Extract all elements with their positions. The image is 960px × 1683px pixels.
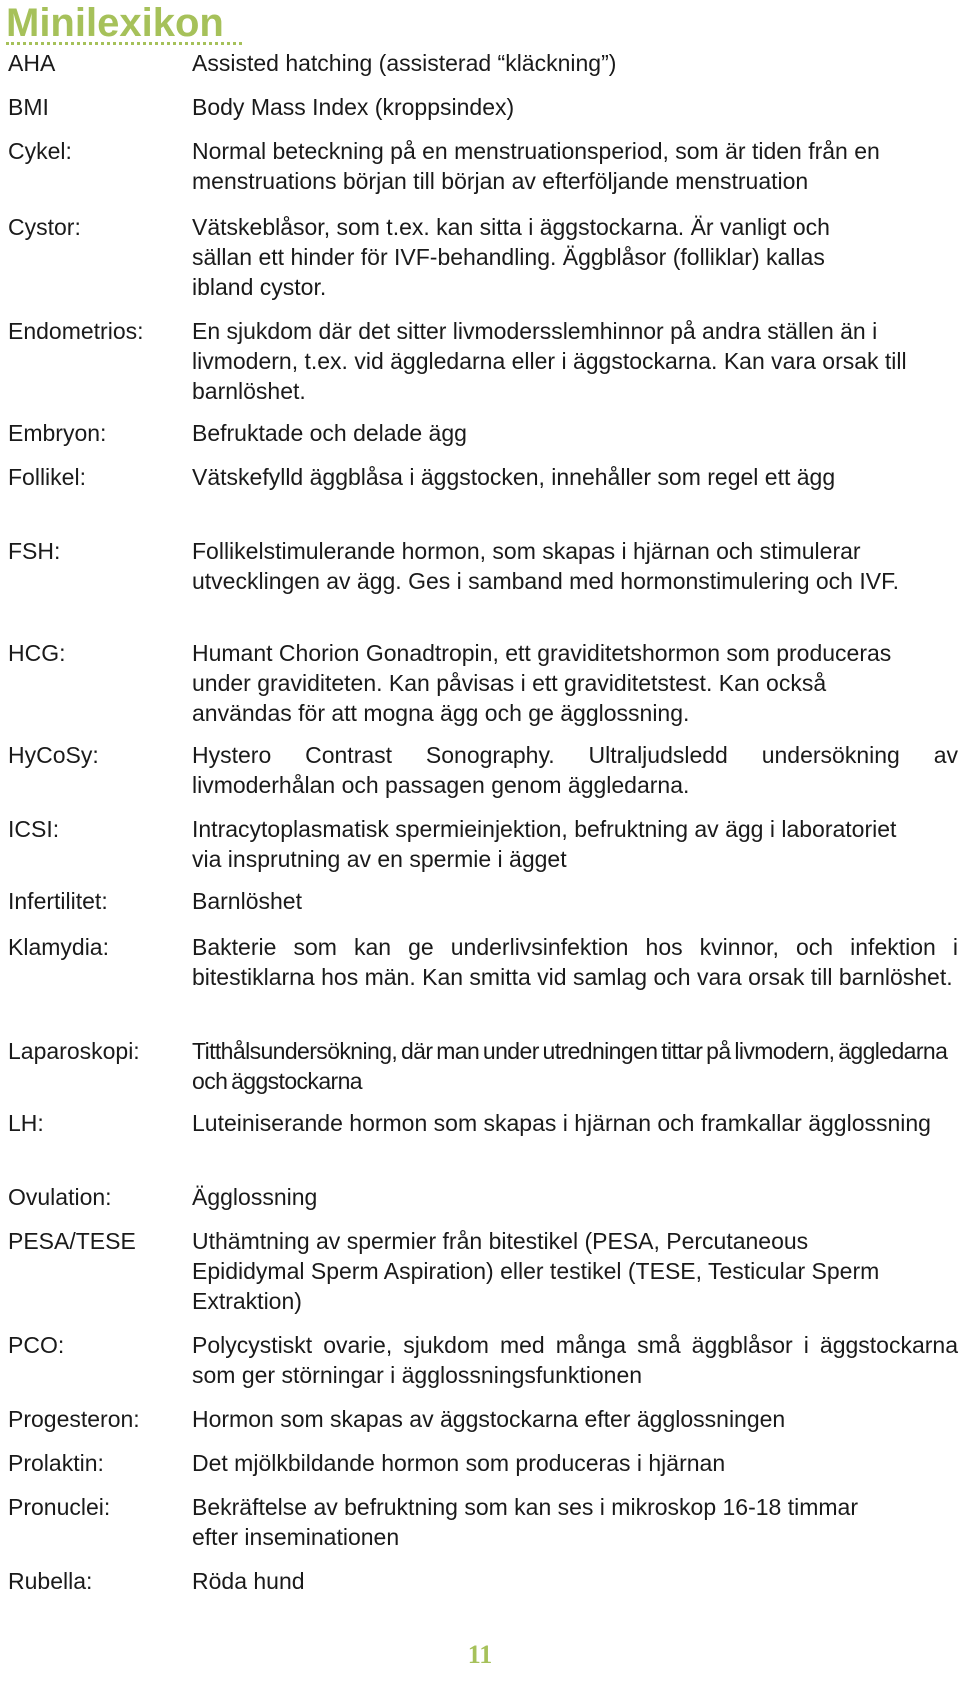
glossary-term: PCO: <box>8 1332 65 1358</box>
glossary-definition: Normal beteckning på en menstruationsperiod, som är tiden från en menstruations början till början av efterföljande menstruation <box>192 138 880 194</box>
glossary-term: Ovulation: <box>8 1184 112 1210</box>
glossary-term: BMI <box>8 94 49 120</box>
glossary-term: HCG: <box>8 640 66 666</box>
glossary-definition: Röda hund <box>192 1568 305 1594</box>
glossary-term: Laparoskopi: <box>8 1038 140 1064</box>
glossary-term: Follikel: <box>8 464 86 490</box>
glossary-term: Endometrios: <box>8 318 144 344</box>
glossary-definition: Det mjölkbildande hormon som produceras i hjärnan <box>192 1450 726 1476</box>
glossary-definition: Bekräftelse av befruktning som kan ses i mikroskop 16-18 timmar efter inseminationen <box>192 1494 858 1550</box>
glossary-term: Embryon: <box>8 420 107 446</box>
glossary-term: Infertilitet: <box>8 888 108 914</box>
page-number: 11 <box>467 1640 493 1669</box>
glossary-term: Pronuclei: <box>8 1494 111 1520</box>
glossary-definition: Body Mass Index (kroppsindex) <box>192 94 515 120</box>
glossary-definition: Vätskefylld äggblåsa i äggstocken, innehåller som regel ett ägg <box>192 464 836 490</box>
glossary-term: Prolaktin: <box>8 1450 104 1476</box>
glossary-term: HyCoSy: <box>8 742 99 768</box>
glossary-definition: Intracytoplasmatisk spermieinjektion, befruktning av ägg i laboratoriet via insprutning av en spermie i ägget <box>192 816 897 872</box>
glossary-term: AHA <box>8 50 56 76</box>
glossary-term: ICSI: <box>8 816 60 842</box>
glossary-definition: Humant Chorion Gonadtropin, ett graviditetshormon som produceras under graviditeten. Kan påvisas i ett graviditetstest. Kan också användas för att mogna ägg och ge ägglossning. <box>192 640 892 726</box>
glossary-definition: Hormon som skapas av äggstockarna efter ägglossningen <box>192 1406 786 1432</box>
glossary-definition: En sjukdom där det sitter livmodersslemhinnor på andra ställen än i livmodern, t.ex. vid äggledarna eller i äggstockarna. Kan vara orsak till barnlöshet. <box>192 318 907 404</box>
glossary-term: Progesteron: <box>8 1406 140 1432</box>
glossary-definition: Bakterie som kan ge underlivsinfektion hos kvinnor, och infektion i bitestiklarna hos män. Kan smitta vid samlag och vara orsak till barnlöshet. <box>192 934 958 990</box>
glossary-term: LH: <box>8 1110 44 1136</box>
glossary-definition: Vätskeblåsor, som t.ex. kan sitta i äggstockarna. Är vanligt och sällan ett hinder för IVF-behandling. Äggblåsor (folliklar) kallas ibland cystor. <box>192 214 830 300</box>
glossary-term: Cykel: <box>8 138 72 164</box>
glossary-definition: Titthålsundersökning, där man under utredningen tittar på livmodern, äggledarna och äggstockarna <box>192 1038 948 1094</box>
glossary-term: PESA/TESE <box>8 1228 136 1254</box>
title-dotted-rule <box>6 42 242 45</box>
glossary-definition: Barnlöshet <box>192 888 302 914</box>
glossary-definition: Uthämtning av spermier från bitestikel (PESA, Percutaneous Epididymal Sperm Aspiration) eller testikel (TESE, Testicular Sperm Extraktion) <box>192 1228 880 1314</box>
glossary-term: Rubella: <box>8 1568 93 1594</box>
glossary-term: FSH: <box>8 538 61 564</box>
glossary-definition: Luteiniserande hormon som skapas i hjärnan och framkallar ägglossning <box>192 1110 931 1136</box>
glossary-definition: Ägglossning <box>192 1184 318 1210</box>
glossary-definition: Assisted hatching (assisterad “kläckning”) <box>192 50 617 76</box>
glossary-term: Klamydia: <box>8 934 109 960</box>
page-title: Minilexikon <box>6 1 224 45</box>
glossary-definition: Follikelstimulerande hormon, som skapas i hjärnan och stimulerar utvecklingen av ägg. Ges i samband med hormonstimulering och IVF. <box>192 538 899 594</box>
glossary-definition: Befruktade och delade ägg <box>192 420 467 446</box>
glossary-definition: Polycystiskt ovarie, sjukdom med många små äggblåsor i äggstockarna som ger störningar i ägglossningsfunktionen <box>192 1332 958 1388</box>
glossary-term: Cystor: <box>8 214 81 240</box>
glossary-definition: Hystero Contrast Sonography. Ultraljudsledd undersökning av livmoderhålan och passagen genom äggledarna. <box>192 742 958 798</box>
